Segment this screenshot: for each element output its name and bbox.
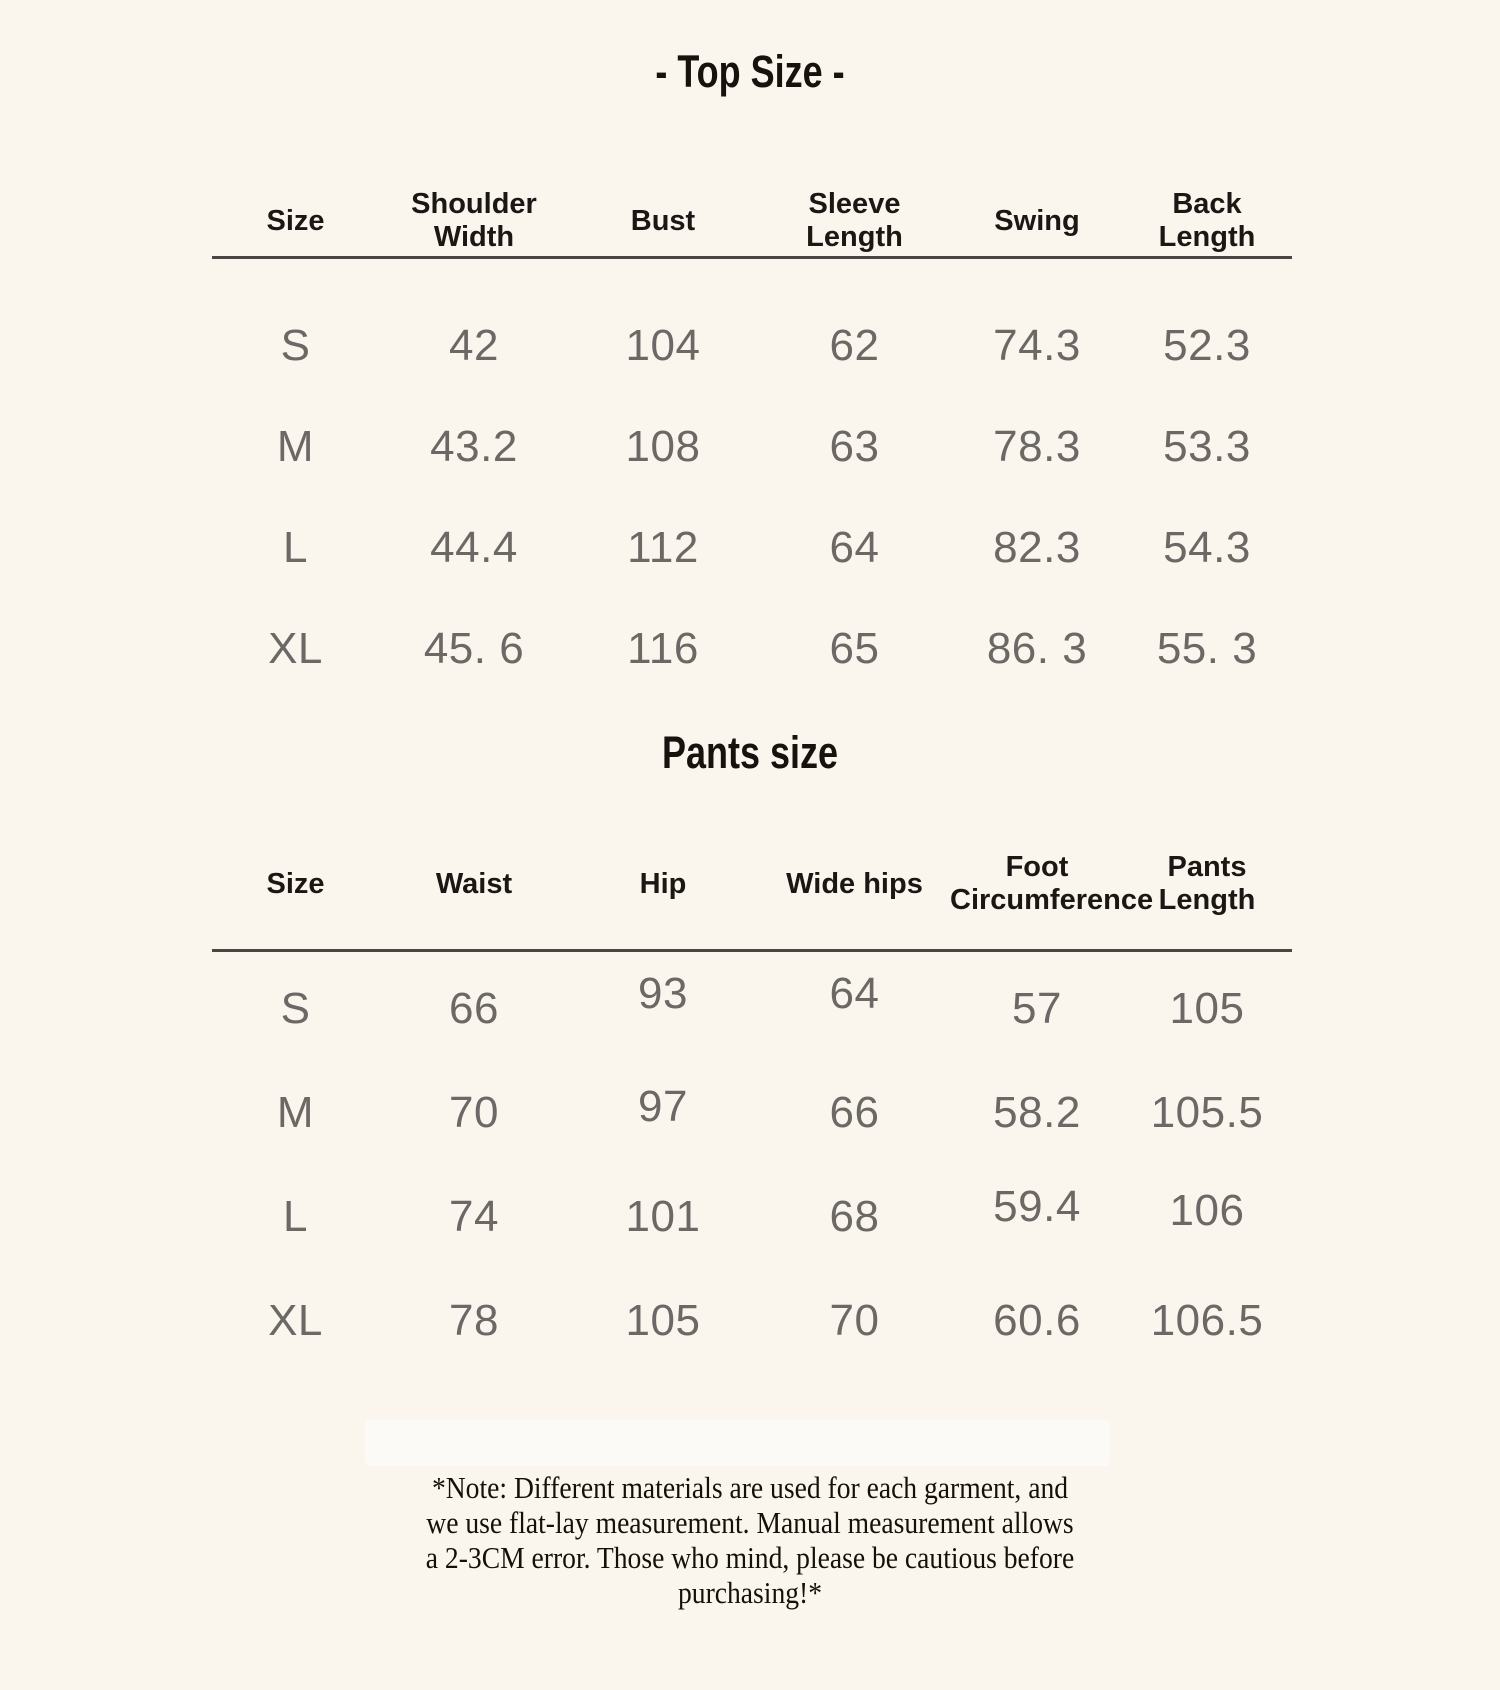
table-cell: 66 — [829, 1088, 880, 1137]
table-row — [210, 1165, 1290, 1269]
table-cell: 45. 6 — [423, 623, 525, 673]
table-cell: 43.2 — [430, 421, 518, 471]
table-cell: 53.3 — [1163, 421, 1251, 471]
table-cell: 97 — [638, 1082, 688, 1131]
table-cell: 57 — [1012, 984, 1062, 1033]
table-cell: 64 — [829, 522, 880, 572]
table-cell: 62 — [829, 320, 880, 370]
size-label-cell: M — [276, 421, 315, 471]
table-cell: 59.4 — [993, 1182, 1081, 1231]
top-header-shoulder-width: Shoulder Width — [411, 188, 537, 253]
table-cell: 105.5 — [1150, 1088, 1264, 1137]
top-header-sleeve-length: Sleeve Length — [806, 188, 903, 253]
table-cell: 70 — [829, 1296, 880, 1345]
pants-header-size: Size — [266, 867, 325, 900]
top-header-swing: Swing — [994, 204, 1080, 237]
pants-header-hip: Hip — [639, 867, 687, 900]
pants-header-pants-length: Pants Length — [1158, 851, 1256, 916]
table-cell: 58.2 — [993, 1088, 1081, 1137]
top-size-table — [210, 259, 1290, 699]
pants-size-title: Pants size — [661, 727, 839, 778]
pants-size-header-row — [210, 826, 1290, 942]
measurement-note — [83, 1470, 1418, 1610]
size-label-cell: L — [283, 1192, 308, 1241]
table-cell: 93 — [638, 969, 688, 1018]
table-cell: 78 — [449, 1296, 499, 1345]
table-cell: 74 — [449, 1192, 499, 1241]
table-cell: 78.3 — [993, 421, 1081, 471]
table-cell: 68 — [829, 1192, 880, 1241]
table-cell: 116 — [627, 623, 699, 673]
table-cell: 106 — [1169, 1186, 1245, 1235]
table-cell: 64 — [829, 969, 880, 1018]
table-cell: 54.3 — [1163, 522, 1251, 572]
table-cell: 55. 3 — [1156, 623, 1258, 673]
note-line: a 2-3CM error. Those who mind, please be cautious before — [425, 1540, 1075, 1575]
table-cell: 60.6 — [993, 1296, 1081, 1345]
table-cell: 105 — [1169, 984, 1245, 1033]
note-line: we use flat-lay measurement. Manual measurement allows — [426, 1505, 1074, 1540]
table-cell: 66 — [449, 984, 499, 1033]
top-header-bust: Bust — [630, 204, 696, 237]
table-cell: 42 — [449, 320, 499, 370]
size-label-cell: XL — [268, 1296, 323, 1345]
note-line: purchasing!* — [677, 1575, 823, 1610]
note-line: *Note: Different materials are used for each garment, and — [431, 1470, 1069, 1505]
table-cell: 82.3 — [993, 522, 1081, 572]
table-row — [210, 497, 1290, 598]
table-cell: 86. 3 — [986, 623, 1088, 673]
table-row — [210, 1061, 1290, 1165]
top-size-title: - Top Size - — [655, 46, 845, 97]
size-label-cell: S — [280, 320, 311, 370]
table-row — [210, 598, 1290, 699]
pants-size-table — [210, 952, 1290, 1373]
table-cell: 70 — [449, 1088, 499, 1137]
table-cell: 52.3 — [1163, 320, 1251, 370]
pants-header-waist: Waist — [435, 867, 513, 900]
table-row — [210, 957, 1290, 1061]
size-label-cell: S — [280, 984, 311, 1033]
table-cell: 44.4 — [430, 522, 518, 572]
pants-header-wide-hips: Wide hips — [786, 867, 923, 900]
table-cell: 104 — [625, 320, 701, 370]
top-header-back-length: Back Length — [1158, 188, 1256, 253]
table-cell: 106.5 — [1150, 1296, 1264, 1345]
table-cell: 63 — [829, 421, 880, 471]
size-label-cell: XL — [268, 623, 323, 673]
top-header-size: Size — [266, 204, 325, 237]
table-cell: 108 — [625, 421, 701, 471]
pants-header-foot-circumference: Foot Circumference — [950, 851, 1154, 916]
size-label-cell: M — [276, 1088, 315, 1137]
table-row — [210, 396, 1290, 497]
table-cell: 74.3 — [993, 320, 1081, 370]
table-row — [210, 1269, 1290, 1373]
faded-watermark-box — [365, 1420, 1110, 1466]
table-cell: 65 — [829, 623, 880, 673]
table-row — [210, 295, 1290, 396]
table-cell: 101 — [625, 1192, 701, 1241]
table-cell: 112 — [627, 522, 699, 572]
size-label-cell: L — [283, 522, 308, 572]
table-cell: 105 — [625, 1296, 701, 1345]
